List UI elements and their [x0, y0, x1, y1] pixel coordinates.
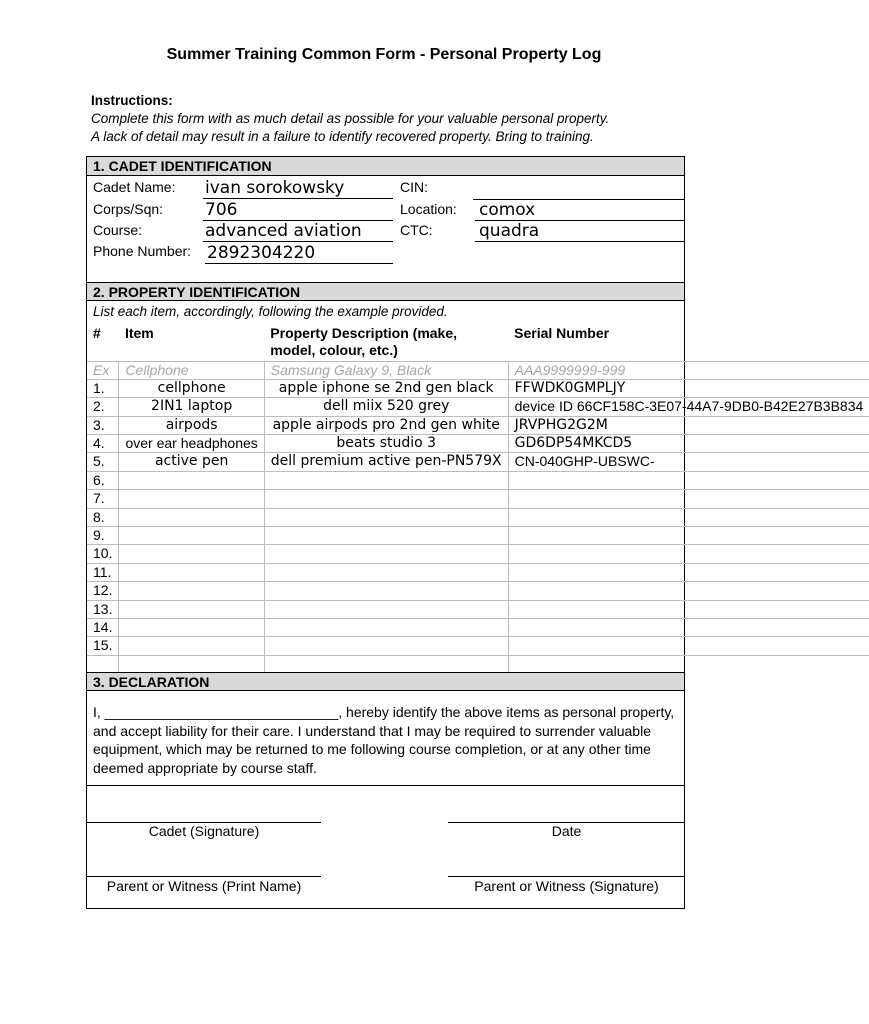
table-row	[87, 637, 869, 655]
instructions	[91, 92, 711, 146]
row-item[interactable]: active pen	[119, 453, 264, 471]
spacer-cell	[264, 655, 508, 673]
form-title: Summer Training Common Form - Personal Property Log	[166, 46, 602, 63]
table-row	[87, 398, 869, 416]
row-serial[interactable]: JRVPHG2G2M	[508, 416, 869, 434]
row-description[interactable]: dell premium active pen-PN579X	[264, 453, 508, 471]
row-description[interactable]: dell miix 520 grey	[264, 398, 508, 416]
table-row	[87, 508, 869, 526]
location-label: Location:	[400, 201, 457, 217]
row-item[interactable]: airpods	[119, 416, 264, 434]
row-serial[interactable]	[508, 637, 869, 655]
row-serial[interactable]	[508, 471, 869, 489]
witness-signature-line[interactable]	[448, 876, 685, 877]
property-table	[87, 323, 869, 674]
row-serial[interactable]	[508, 508, 869, 526]
date-label: Date	[551, 823, 582, 839]
location-field[interactable]: comox	[475, 201, 684, 221]
row-number: 4.	[87, 435, 119, 453]
row-serial[interactable]	[508, 527, 869, 545]
row-number: 13.	[87, 600, 119, 618]
cadet-signature-label: Cadet (Signature)	[148, 823, 260, 839]
table-row	[87, 379, 869, 397]
row-description[interactable]: apple iphone se 2nd gen black	[264, 379, 508, 397]
course-field[interactable]: advanced aviation	[203, 222, 393, 242]
spacer-cell	[87, 655, 119, 673]
col-item-header: Item	[124, 325, 154, 341]
table-row	[87, 618, 869, 636]
row-description[interactable]	[264, 600, 508, 618]
cadet-name-label: Cadet Name:	[93, 179, 176, 195]
row-description[interactable]	[264, 527, 508, 545]
row-item[interactable]	[119, 527, 264, 545]
row-number: 11.	[87, 563, 119, 581]
cin-field[interactable]	[473, 180, 684, 200]
row-description[interactable]	[264, 618, 508, 636]
corps-sqn-field[interactable]: 706	[203, 201, 393, 221]
example-serial: AAA9999999-999	[508, 361, 869, 379]
divider	[87, 785, 684, 786]
row-item[interactable]: cellphone	[119, 379, 264, 397]
row-description[interactable]	[264, 637, 508, 655]
property-form	[86, 156, 864, 909]
witness-print-name-line[interactable]	[87, 876, 321, 877]
table-row-spacer	[87, 655, 869, 673]
row-serial[interactable]: CN-040GHP-UBSWC-	[508, 453, 869, 471]
row-serial[interactable]	[508, 490, 869, 508]
table-row	[87, 563, 869, 581]
row-number: 8.	[87, 508, 119, 526]
row-serial[interactable]: FFWDK0GMPLJY	[508, 379, 869, 397]
corps-sqn-label: Corps/Sqn:	[93, 201, 164, 217]
row-item[interactable]	[119, 563, 264, 581]
row-description[interactable]	[264, 545, 508, 563]
table-row	[87, 471, 869, 489]
row-number: 15.	[87, 637, 119, 655]
table-row	[87, 416, 869, 434]
section-cadet-identification-heading: 1. CADET IDENTIFICATION	[87, 157, 684, 176]
table-row	[87, 545, 869, 563]
row-description[interactable]	[264, 490, 508, 508]
row-item[interactable]	[119, 600, 264, 618]
ctc-field[interactable]: quadra	[475, 222, 684, 242]
row-item[interactable]	[119, 582, 264, 600]
example-item: Cellphone	[119, 361, 264, 379]
row-item[interactable]	[119, 508, 264, 526]
instructions-line-2: A lack of detail may result in a failure to identify recovered property. Bring to training.	[91, 129, 594, 144]
table-row	[87, 453, 869, 471]
row-serial[interactable]	[508, 545, 869, 563]
table-row	[87, 435, 869, 453]
row-number: 5.	[87, 453, 119, 471]
row-description[interactable]	[264, 563, 508, 581]
row-item[interactable]	[119, 618, 264, 636]
row-item[interactable]	[119, 490, 264, 508]
row-item[interactable]: 2IN1 laptop	[119, 398, 264, 416]
row-number: 7.	[87, 490, 119, 508]
section-property-identification-heading: 2. PROPERTY IDENTIFICATION	[87, 282, 684, 301]
row-item[interactable]	[119, 471, 264, 489]
row-item[interactable]	[119, 637, 264, 655]
row-serial[interactable]: GD6DP54MKCD5	[508, 435, 869, 453]
section-declaration-heading: 3. DECLARATION	[87, 672, 684, 691]
row-number: 1.	[87, 379, 119, 397]
row-serial[interactable]	[508, 618, 869, 636]
col-number-header: #	[93, 325, 101, 341]
example-row	[87, 361, 869, 379]
row-description[interactable]	[264, 471, 508, 489]
row-description[interactable]	[264, 508, 508, 526]
ctc-label: CTC:	[400, 222, 433, 238]
row-serial[interactable]	[508, 563, 869, 581]
col-serial-header: Serial Number	[514, 325, 610, 341]
instructions-line-1: Complete this form with as much detail as possible for your valuable personal property.	[91, 111, 610, 126]
example-number: Ex	[87, 361, 119, 379]
witness-print-name-label: Parent or Witness (Print Name)	[106, 878, 302, 894]
table-row	[87, 582, 869, 600]
course-label: Course:	[93, 222, 143, 238]
col-description-header: Property Description (make, model, colour, etc.)	[270, 325, 458, 358]
spacer-cell	[119, 655, 264, 673]
phone-number-field[interactable]: 2892304220	[205, 244, 393, 264]
row-description[interactable]	[264, 582, 508, 600]
row-item[interactable]	[119, 545, 264, 563]
phone-number-label: Phone Number:	[93, 243, 192, 259]
witness-signature-label: Parent or Witness (Signature)	[474, 878, 659, 894]
instructions-label: Instructions:	[91, 93, 173, 108]
table-row	[87, 600, 869, 618]
row-number: 14.	[87, 618, 119, 636]
row-description[interactable]: apple airpods pro 2nd gen white	[264, 416, 508, 434]
row-number: 2.	[87, 398, 119, 416]
row-serial[interactable]	[508, 600, 869, 618]
row-number: 3.	[87, 416, 119, 434]
row-description[interactable]: beats studio 3	[264, 435, 508, 453]
row-number: 9.	[87, 527, 119, 545]
table-row	[87, 490, 869, 508]
row-item[interactable]: over ear headphones	[119, 435, 264, 453]
property-note: List each item, accordingly, following the example provided.	[93, 304, 448, 319]
declaration-text: I, ______________________________, hereby identify the above items as personal property, and accept liability for their care. I understand that I may be required to surrender valuable equipment, which may be returned to me following course completion, or at any other time deemed appropriate by course staff.	[93, 704, 675, 776]
cadet-name-field[interactable]: ivan sorokowsky	[203, 179, 393, 199]
cin-label: CIN:	[400, 179, 428, 195]
row-serial[interactable]: device ID 66CF158C-3E07-44A7-9DB0-B42E27B3B834	[508, 398, 869, 416]
example-description: Samsung Galaxy 9, Black	[264, 361, 508, 379]
row-number: 6.	[87, 471, 119, 489]
row-number: 12.	[87, 582, 119, 600]
spacer-cell	[508, 655, 869, 673]
row-serial[interactable]	[508, 582, 869, 600]
row-number: 10.	[87, 545, 119, 563]
table-row	[87, 527, 869, 545]
